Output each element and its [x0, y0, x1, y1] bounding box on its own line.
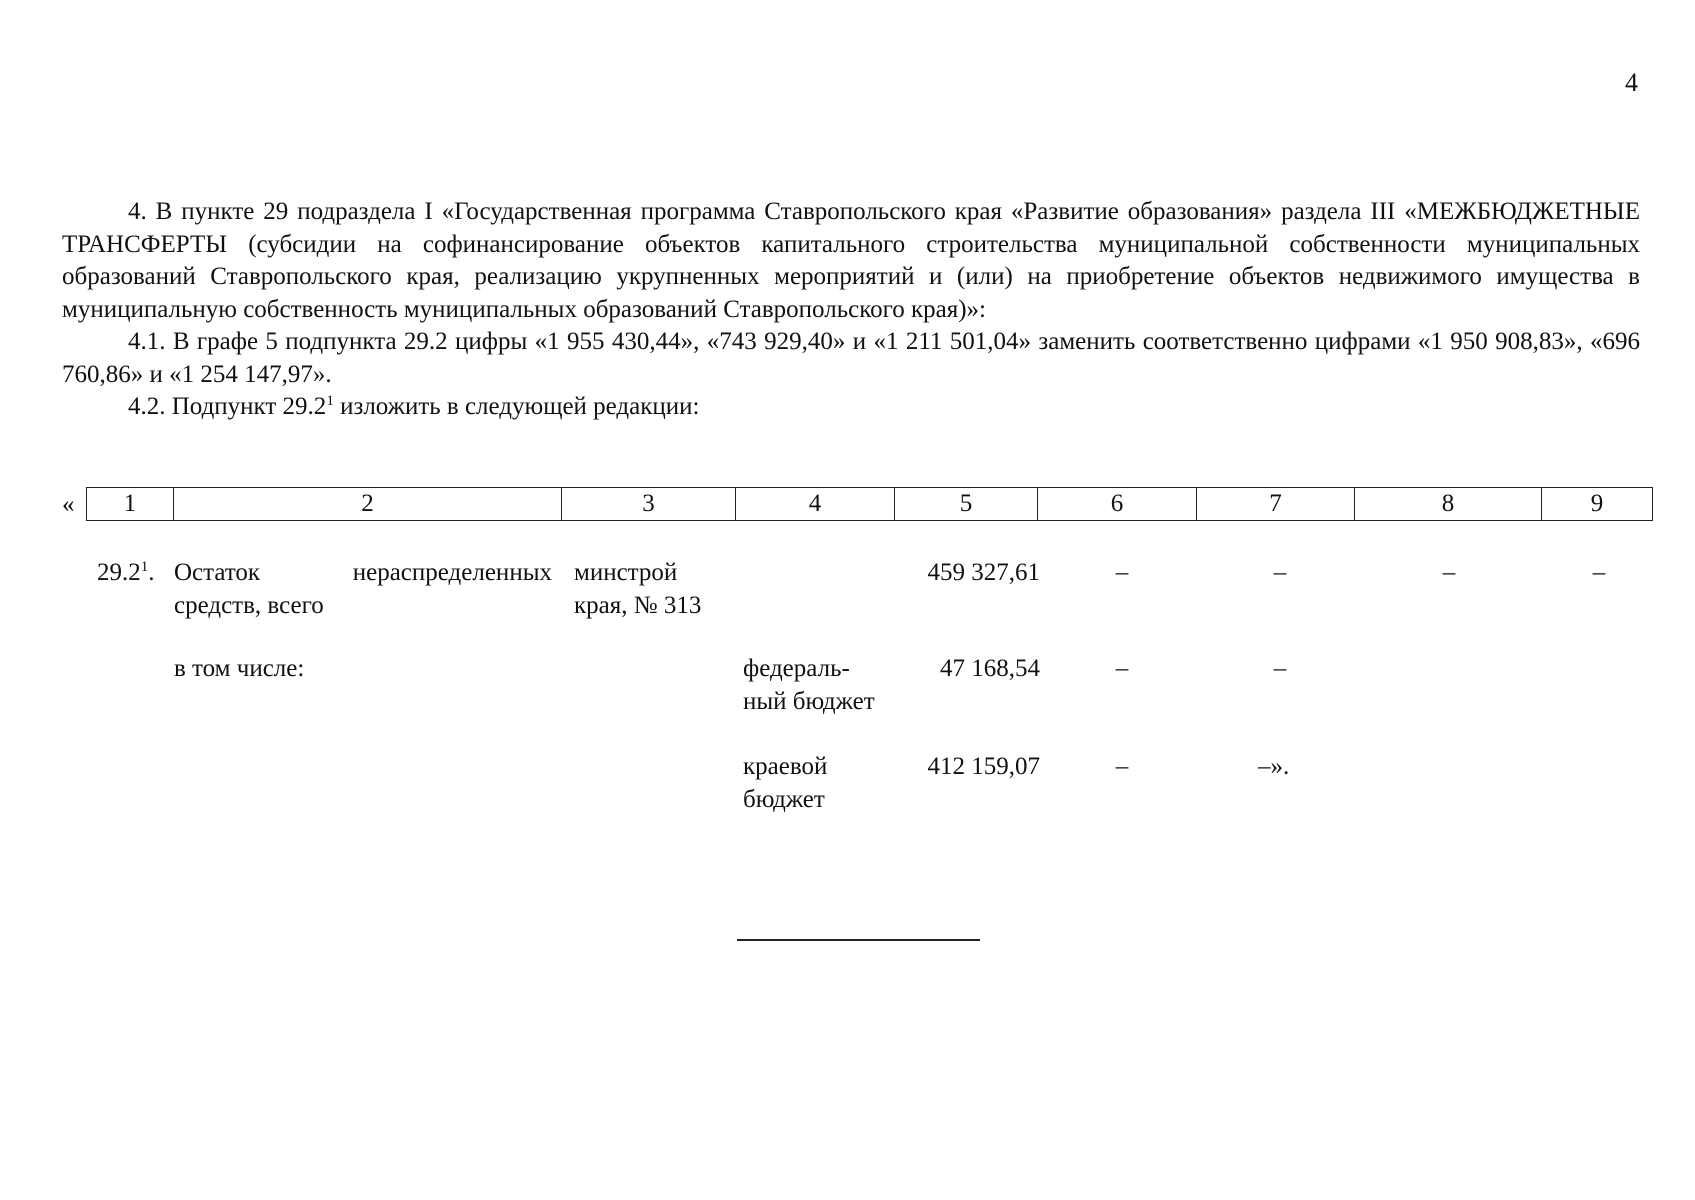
paragraph-4: 4. В пункте 29 подраздела I «Государственная программа Ставропольского края «Развитие образования» раздела III «МЕЖБЮДЖЕТНЫЕ ТРАНСФЕРТЫ (субсидии на софинансирование объектов капитального строительства муниципальной собственности муниципальных образований Ставропольского края, реализацию укрупненных мероприятий и (или) на приобретение объектов недвижимого имущества в муниципальную собственность муниципальных образований Ставропольского края)»: — [62, 198, 1640, 323]
executor-line-1: минстрой — [574, 559, 678, 586]
closing-rule — [737, 939, 980, 941]
regional-source-line-1: краевой — [743, 753, 828, 780]
item-name-word-1: Остаток — [174, 559, 261, 586]
column-header-9: 9 — [1542, 488, 1653, 521]
column-header-2: 2 — [174, 488, 562, 521]
item-number — [97, 556, 155, 589]
item-number-suffix: . — [148, 559, 155, 586]
column-header-6: 6 — [1038, 488, 1197, 521]
item-number-superscript: 1 — [140, 559, 149, 575]
column-header-7: 7 — [1197, 488, 1355, 521]
regional-col6: – — [1115, 753, 1129, 780]
federal-col6: – — [1115, 655, 1129, 682]
paragraph-4-1: 4.1. В графе 5 подпункта 29.2 цифры «1 955 430,44», «743 929,40» и «1 211 501,04» заменить соответственно цифрами «1 950 908,83», «696 760,86» и «1 254 147,97». — [62, 328, 1640, 388]
row-main-col9: – — [1592, 559, 1606, 586]
column-header-3: 3 — [562, 488, 736, 521]
item-name-line-2: средств, всего — [174, 592, 324, 619]
superscript-mark: 1 — [326, 393, 334, 409]
row-main-col7: – — [1273, 559, 1287, 586]
amount-total: 459 327,61 — [927, 559, 1040, 586]
table-open-quote: « — [62, 491, 75, 518]
paragraph-4-2-suffix: изложить в следующей редакции: — [333, 393, 700, 420]
column-header-8: 8 — [1355, 488, 1542, 521]
row-main-col8: – — [1442, 559, 1456, 586]
amount-federal: 47 168,54 — [940, 655, 1040, 682]
column-header-4: 4 — [736, 488, 895, 521]
item-number-text: 29.2 — [97, 559, 141, 586]
regional-source-line-2: бюджет — [743, 786, 825, 813]
executor-line-2: края, № 313 — [574, 592, 702, 619]
amount-regional: 412 159,07 — [927, 753, 1040, 780]
column-number-header — [86, 487, 1653, 521]
column-header-1: 1 — [87, 488, 174, 521]
paragraph-4-2 — [62, 391, 1640, 424]
row-main-col6: – — [1115, 559, 1129, 586]
amendment-text — [62, 196, 1640, 424]
including-label: в том числе: — [174, 655, 305, 682]
paragraph-4-2-prefix: 4.2. Подпункт 29.2 — [128, 393, 327, 420]
federal-source-line-2: ный бюджет — [743, 688, 875, 715]
column-header-5: 5 — [895, 488, 1038, 521]
federal-source-line-1: федераль- — [743, 655, 850, 682]
item-name-word-2: нераспределенных — [352, 559, 552, 586]
federal-col7: – — [1273, 655, 1287, 682]
page-number: 4 — [1625, 68, 1638, 97]
regional-col7: –». — [1258, 753, 1290, 780]
